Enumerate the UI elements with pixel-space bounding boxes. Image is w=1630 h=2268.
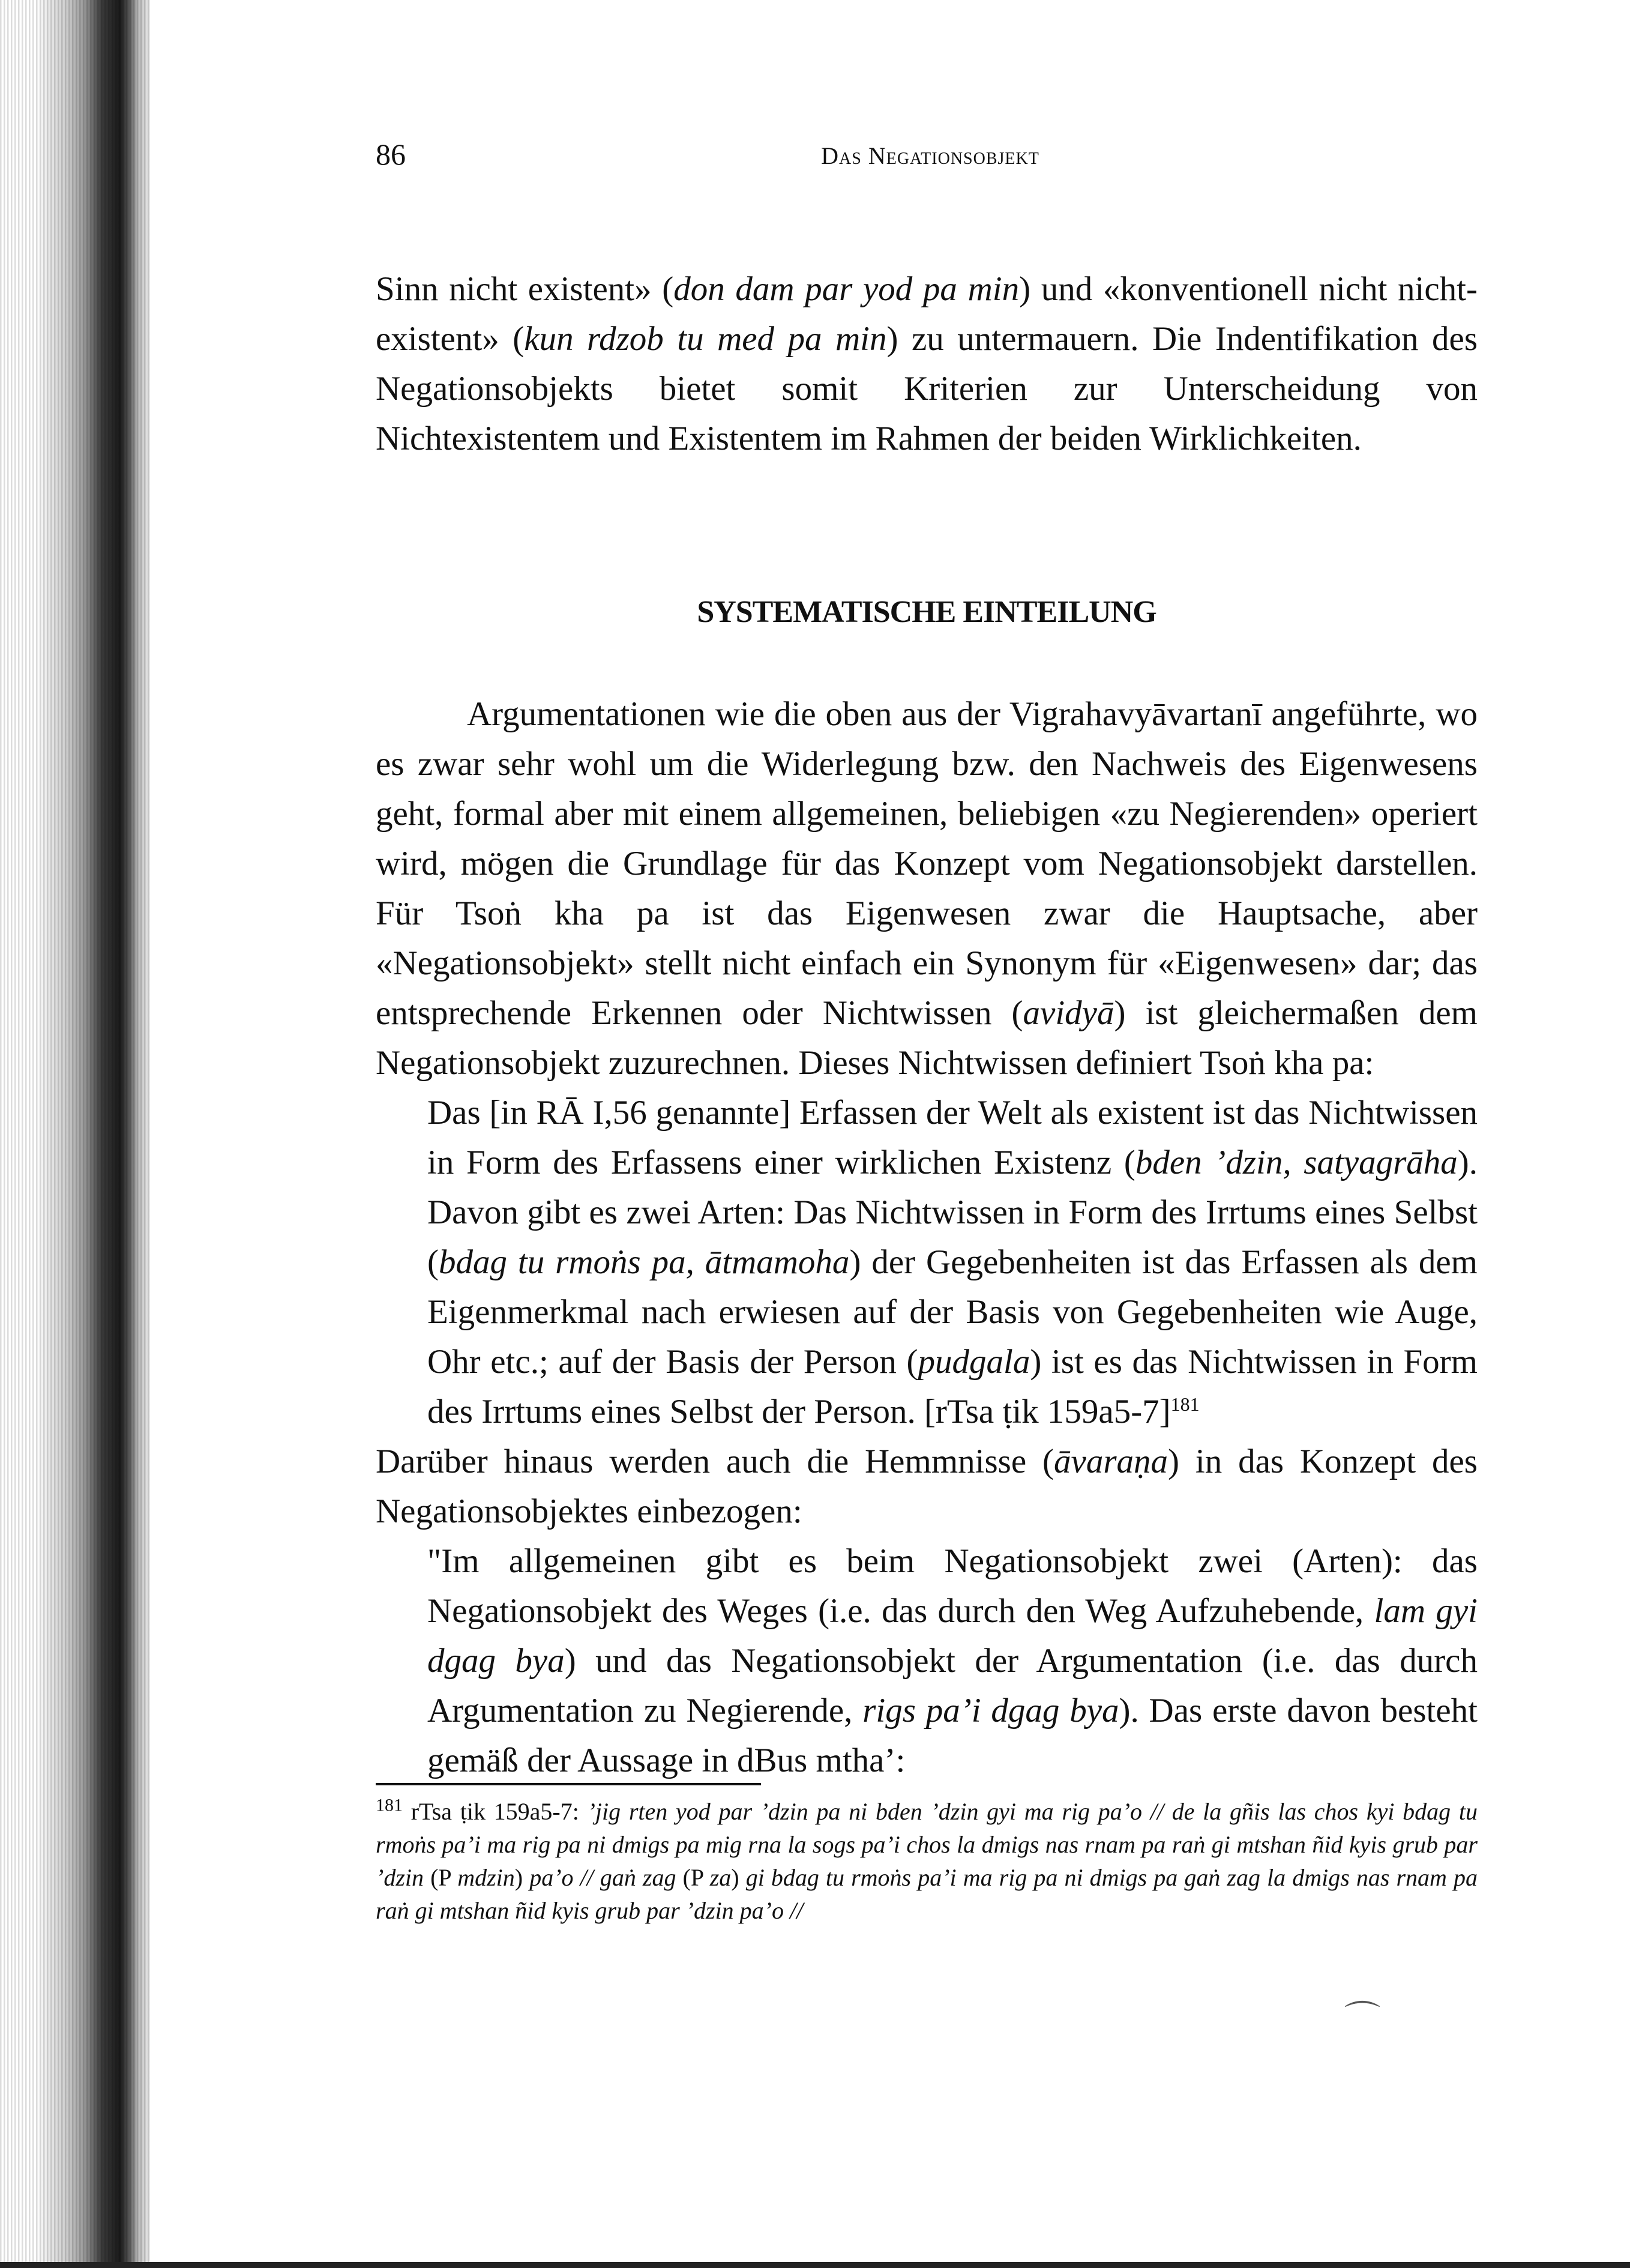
block-quote-2: "Im allgemeinen gibt es beim Negationsobjekt zwei (Arten): das Negationsobjekt des Weges (i.e. das durch den Weg Aufzuhebende, lam gyi dgag bya) und das Negationsobjekt der Argumentation (i.e. das durch Argumentation zu Negierende, rigs pa’i dgag bya). Das erste davon besteht gemäß der Aussage in dBus mtha’: — [427, 1542, 1478, 1779]
book-spine-shadow — [0, 0, 150, 2268]
main-text-block — [376, 689, 1478, 1785]
paragraph-3: Darüber hinaus werden auch die Hemmnisse (āvaraṇa) in das Konzept des Negationsobjektes einbezogen: — [376, 1443, 1478, 1530]
page-bottom-edge — [0, 2262, 1630, 2268]
block-quote-1: Das [in RĀ I,56 genannte] Erfassen der Welt als existent ist das Nichtwissen in Form des Erfassens einer wirklichen Existenz (bden ’dzin, satyagrāha). Davon gibt es zwei Arten: Das Nichtwissen in Form des Irrtums eines Selbst (bdag tu rmoṅs pa, ātmamoha) der Gegebenheiten ist das Erfassen als dem Eigenmerkmal nach erwiesen auf der Basis von Gegebenheiten wie Auge, Ohr etc.; auf der Basis der Person (pudgala) ist es das Nichtwissen in Form des Irrtums eines Selbst der Person. [rTsa ṭik 159a5-7]$^{181}$ — [427, 1094, 1478, 1431]
page-number: 86 — [376, 137, 406, 171]
running-head: Das Negationsobjekt — [821, 142, 1039, 169]
section-heading: SYSTEMATISCHE EINTEILUNG — [697, 595, 1156, 629]
footnote-divider — [376, 1783, 761, 1785]
paragraph-1: Sinn nicht existent» (don dam par yod pa min) und «konventionell nicht nicht-existent» (kun rdzob tu med pa min) zu untermauern. Die Indentifikation des Negationsobjekts bietet somit Kriterien zur Unterscheidung von Nichtexistentem und Existentem im Rahmen der beiden Wirklichkeiten. — [376, 270, 1478, 457]
stray-pen-mark: ⌒ — [1344, 2000, 1380, 2039]
footnote-181: $^{181}$ rTsa ṭik 159a5-7: ’jig rten yod par ’dzin pa ni bden ’dzin gyi ma rig pa’o // de la gñis las chos kyi bdag tu rmoṅs pa’i ma rig pa ni dmigs pa mig rna la sogs pa’i chos la dmigs nas rnam pa raṅ gi mtshan ñid kyis grub par ’dzin (P mdzin) pa’o // gaṅ zag (P za) gi bdag tu rmoṅs pa’i ma rig pa ni dmigs pa gaṅ zag la dmigs nas rnam pa raṅ gi mtshan ñid kyis grub par ’dzin pa’o // — [376, 1795, 1478, 1924]
footnote-reference: 181 — [1170, 1393, 1200, 1415]
paragraph-2: Argumentationen wie die oben aus der Vigrahavyāvartanī angeführte, wo es zwar sehr wohl um die Widerlegung bzw. den Nachweis des Eigenwesens geht, formal aber mit einem allgemeinen, beliebigen «zu Negierenden» operiert wird, mögen die Grundlage für das Konzept vom Negationsobjekt darstellen. Für Tsoṅ kha pa ist das Eigenwesen zwar die Hauptsache, aber «Negationsobjekt» stellt nicht einfach ein Synonym für «Eigenwesen» dar; das entsprechende Erkennen oder Nichtwissen (avidyā) ist gleichermaßen dem Negationsobjekt zuzurechnen. Dieses Nichtwissen definiert Tsoṅ kha pa: — [376, 695, 1478, 1082]
